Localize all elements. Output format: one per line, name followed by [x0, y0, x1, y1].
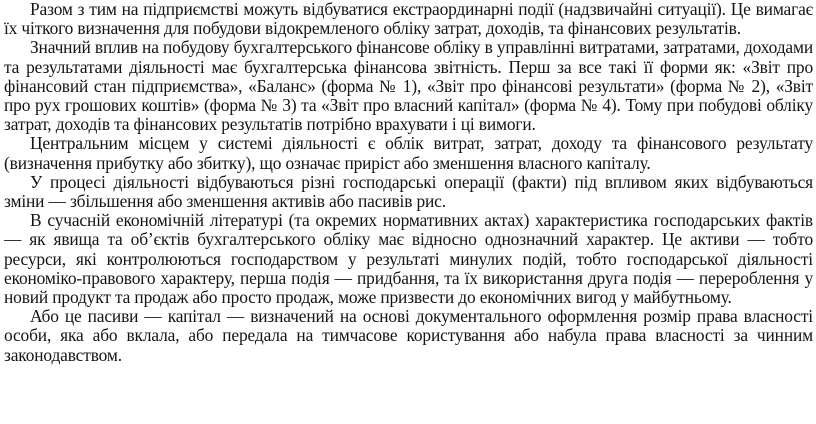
paragraph-business-operations: У процесі діяльності відбуваються різні господарські операції (факти) під впливом яких відбуваються зміни — збільшення або зменшення активів або пасивів рис. — [4, 171, 813, 212]
paragraph-liabilities: Або це пасиви — капітал — визначений на основі документального оформлення розмір права власності особи, яка або вклала, або передала на тимчасове користування або набула права власності за чинним законодавством. — [4, 306, 813, 365]
paragraph-extraordinary-events: Разом з тим на підприємстві можуть відбуватися екстраординарні події (надзвичайні ситуації). Це вимагає їх чіткого визначення для побудови відокремленого обліку затрат, доходів, та фінансових результатів. — [4, 0, 813, 39]
paragraph-economic-facts: В сучасній економічній літературі (та окремих нормативних актах) характеристика господарських фактів — як явища та об’єктів бухгалтерського обліку має відносно однозначний характер. Це активи — тобто ресурси, які контролюються господарством у результаті минулих подій, тобто господарської діяльності економіко-правового характеру, перша подія — придбання, та їх використання друга подія — перероблення у новий продукт та продаж або просто продаж, може призвести до економічних вигод у майбутньому. — [4, 210, 813, 308]
paragraph-cost-accounting: Центральним місцем у системі діяльності є облік витрат, затрат, доходу та фінансового результату (визначення прибутку або збитку), що означає приріст або зменшення власного капіталу. — [4, 133, 813, 173]
paragraph-financial-reporting: Значний вплив на побудову бухгалтерського фінансове обліку в управлінні витратами, затратами, доходами та результатами діяльності має бухгалтерська фінансова звітність. Перш за все такі її форми як: «Звіт про фінансовий стан підприємства», «Баланс» (форма № 1), «Звіт про фінансові результати» (форма № 2), «Звіт про рух грошових коштів» (форма № 3) та «Звіт про власний капітал» (форма № 4). Тому при побудові обліку затрат, доходів та фінансових результатів потрібно врахувати і ці вимоги. — [4, 37, 813, 135]
